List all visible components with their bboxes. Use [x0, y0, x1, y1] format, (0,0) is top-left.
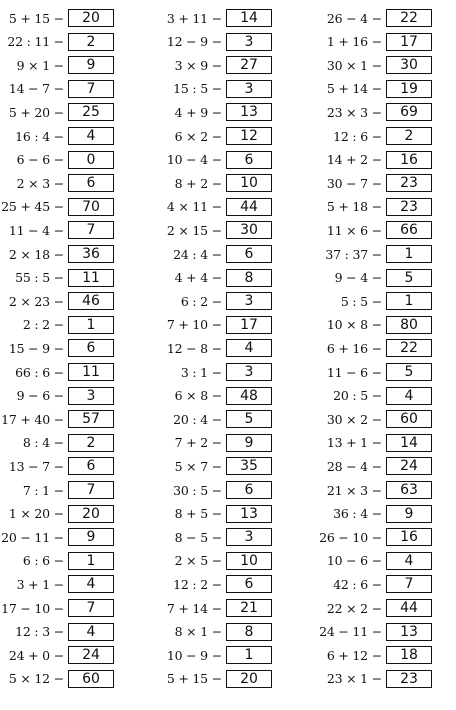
problem-expression: 24 + 0 −: [8, 647, 64, 663]
answer-box: 1: [68, 316, 114, 334]
problem-expression: 1 + 16 −: [326, 34, 382, 50]
answer-box: 6: [226, 245, 272, 263]
problem-row: [0, 268, 114, 288]
problem-row: [0, 315, 114, 335]
answer-box: 20: [68, 505, 114, 523]
problem-row: [318, 338, 432, 358]
answer-box: 13: [386, 623, 432, 641]
problem-expression: 10 − 6 −: [326, 553, 382, 569]
problem-row: [158, 32, 272, 52]
problem-row: [158, 504, 272, 524]
problem-row: [158, 291, 272, 311]
problem-row: [0, 409, 114, 429]
answer-box: 25: [68, 103, 114, 121]
answer-box: 48: [226, 387, 272, 405]
answer-box: 63: [386, 481, 432, 499]
problem-expression: 10 − 9 −: [166, 647, 222, 663]
problem-row: [0, 386, 114, 406]
problem-expression: 5 : 5 −: [340, 293, 382, 309]
problem-row: [318, 173, 432, 193]
problem-row: [158, 338, 272, 358]
problem-expression: 5 × 7 −: [174, 458, 222, 474]
problem-expression: 13 + 1 −: [326, 435, 382, 451]
problem-expression: 5 + 14 −: [326, 81, 382, 97]
problem-expression: 3 : 1 −: [180, 364, 222, 380]
answer-box: 4: [226, 339, 272, 357]
problem-row: [318, 574, 432, 594]
problem-expression: 14 + 2 −: [326, 152, 382, 168]
problem-expression: 2 × 18 −: [8, 246, 64, 262]
problem-row: [0, 79, 114, 99]
answer-box: 13: [226, 103, 272, 121]
problem-expression: 17 − 10 −: [1, 600, 64, 616]
answer-box: 6: [226, 575, 272, 593]
answer-box: 1: [226, 646, 272, 664]
problem-row: [318, 480, 432, 500]
problem-expression: 1 × 20 −: [8, 506, 64, 522]
problem-row: [158, 598, 272, 618]
answer-box: 11: [68, 363, 114, 381]
problem-row: [318, 315, 432, 335]
problem-row: [158, 645, 272, 665]
problem-row: [0, 480, 114, 500]
problem-row: [318, 362, 432, 382]
answer-box: 7: [386, 575, 432, 593]
problem-row: [318, 32, 432, 52]
answer-box: 3: [226, 528, 272, 546]
problem-expression: 30 : 5 −: [173, 482, 222, 498]
problem-row: [0, 669, 114, 689]
answer-box: 24: [68, 646, 114, 664]
answer-box: 3: [226, 80, 272, 98]
problem-expression: 5 × 12 −: [8, 671, 64, 687]
problem-expression: 21 × 3 −: [326, 482, 382, 498]
problem-expression: 11 − 6 −: [326, 364, 382, 380]
problem-row: [318, 268, 432, 288]
problem-row: [318, 433, 432, 453]
answer-box: 16: [386, 528, 432, 546]
problem-expression: 8 × 1 −: [174, 624, 222, 640]
answer-box: 30: [386, 56, 432, 74]
answer-box: 66: [386, 221, 432, 239]
problem-expression: 6 + 16 −: [326, 340, 382, 356]
answer-box: 17: [386, 33, 432, 51]
answer-box: 5: [386, 269, 432, 287]
problem-row: [158, 173, 272, 193]
problem-expression: 55 : 5 −: [15, 270, 64, 286]
problem-expression: 5 + 20 −: [8, 104, 64, 120]
problem-row: [318, 645, 432, 665]
problem-expression: 20 − 11 −: [1, 529, 64, 545]
problem-row: [0, 126, 114, 146]
problem-expression: 11 × 6 −: [326, 222, 382, 238]
problem-expression: 6 : 2 −: [180, 293, 222, 309]
answer-box: 35: [226, 457, 272, 475]
answer-box: 1: [68, 552, 114, 570]
problem-expression: 30 × 2 −: [326, 411, 382, 427]
answer-box: 9: [68, 56, 114, 74]
problem-row: [0, 456, 114, 476]
problem-expression: 2 : 2 −: [22, 317, 64, 333]
answer-box: 3: [226, 292, 272, 310]
problem-expression: 23 × 3 −: [326, 104, 382, 120]
problem-expression: 4 + 9 −: [174, 104, 222, 120]
problem-row: [0, 527, 114, 547]
problem-expression: 2 × 23 −: [8, 293, 64, 309]
problem-row: [158, 362, 272, 382]
problem-row: [158, 8, 272, 28]
problem-row: [0, 102, 114, 122]
problem-row: [0, 291, 114, 311]
answer-box: 7: [68, 80, 114, 98]
problem-expression: 4 + 4 −: [174, 270, 222, 286]
problem-expression: 22 × 2 −: [326, 600, 382, 616]
problem-expression: 7 + 14 −: [166, 600, 222, 616]
problem-expression: 3 + 11 −: [166, 10, 222, 26]
answer-box: 6: [226, 481, 272, 499]
answer-box: 23: [386, 198, 432, 216]
problem-expression: 24 − 11 −: [319, 624, 382, 640]
problem-expression: 5 + 15 −: [8, 10, 64, 26]
answer-box: 1: [386, 245, 432, 263]
problem-row: [158, 102, 272, 122]
problem-expression: 7 : 1 −: [22, 482, 64, 498]
answer-box: 6: [68, 457, 114, 475]
problem-row: [158, 268, 272, 288]
answer-box: 10: [226, 552, 272, 570]
answer-box: 70: [68, 198, 114, 216]
problem-row: [318, 409, 432, 429]
problem-expression: 5 + 18 −: [326, 199, 382, 215]
problem-expression: 23 × 1 −: [326, 671, 382, 687]
problem-expression: 15 : 5 −: [173, 81, 222, 97]
problem-row: [318, 504, 432, 524]
problem-row: [0, 220, 114, 240]
problem-expression: 7 + 2 −: [174, 435, 222, 451]
problem-expression: 12 : 6 −: [333, 128, 382, 144]
answer-box: 3: [226, 363, 272, 381]
problem-expression: 5 + 15 −: [166, 671, 222, 687]
answer-box: 6: [68, 339, 114, 357]
problem-expression: 10 × 8 −: [326, 317, 382, 333]
answer-box: 23: [386, 174, 432, 192]
problem-expression: 3 × 9 −: [174, 57, 222, 73]
problem-expression: 8 + 2 −: [174, 175, 222, 191]
answer-box: 80: [386, 316, 432, 334]
problem-row: [158, 315, 272, 335]
problem-row: [158, 622, 272, 642]
problem-row: [158, 551, 272, 571]
problem-expression: 6 × 8 −: [174, 388, 222, 404]
problem-row: [158, 197, 272, 217]
problem-expression: 7 + 10 −: [166, 317, 222, 333]
problem-expression: 12 − 9 −: [166, 34, 222, 50]
answer-box: 69: [386, 103, 432, 121]
problem-row: [0, 150, 114, 170]
problem-expression: 20 : 4 −: [173, 411, 222, 427]
answer-box: 23: [386, 670, 432, 688]
problem-row: [318, 197, 432, 217]
answer-box: 10: [226, 174, 272, 192]
problem-expression: 30 × 1 −: [326, 57, 382, 73]
problem-expression: 6 − 6 −: [16, 152, 64, 168]
problem-row: [0, 244, 114, 264]
problem-row: [318, 386, 432, 406]
answer-box: 0: [68, 151, 114, 169]
problem-row: [158, 527, 272, 547]
answer-box: 44: [386, 599, 432, 617]
problem-row: [318, 126, 432, 146]
answer-box: 2: [68, 434, 114, 452]
answer-box: 11: [68, 269, 114, 287]
problem-expression: 24 : 4 −: [173, 246, 222, 262]
problem-expression: 2 × 5 −: [174, 553, 222, 569]
answer-box: 46: [68, 292, 114, 310]
answer-box: 9: [386, 505, 432, 523]
answer-box: 22: [386, 339, 432, 357]
problem-row: [158, 480, 272, 500]
answer-box: 4: [386, 552, 432, 570]
problem-expression: 17 + 40 −: [1, 411, 64, 427]
problem-expression: 12 − 8 −: [166, 340, 222, 356]
answer-box: 22: [386, 9, 432, 27]
problem-row: [318, 79, 432, 99]
problem-row: [318, 598, 432, 618]
problem-row: [0, 504, 114, 524]
problem-expression: 8 − 5 −: [174, 529, 222, 545]
answer-box: 27: [226, 56, 272, 74]
problem-expression: 26 − 4 −: [326, 10, 382, 26]
answer-box: 6: [226, 151, 272, 169]
answer-box: 5: [386, 363, 432, 381]
answer-box: 57: [68, 410, 114, 428]
problem-row: [158, 150, 272, 170]
problem-row: [158, 433, 272, 453]
answer-box: 44: [226, 198, 272, 216]
answer-box: 2: [68, 33, 114, 51]
problem-expression: 2 × 15 −: [166, 222, 222, 238]
problem-row: [0, 645, 114, 665]
problem-row: [158, 79, 272, 99]
problem-row: [0, 8, 114, 28]
answer-box: 30: [226, 221, 272, 239]
problem-expression: 37 : 37 −: [325, 246, 382, 262]
problem-expression: 14 − 7 −: [8, 81, 64, 97]
problem-row: [0, 622, 114, 642]
problem-expression: 16 : 4 −: [15, 128, 64, 144]
problem-row: [318, 291, 432, 311]
problem-row: [318, 527, 432, 547]
problem-expression: 26 − 10 −: [319, 529, 382, 545]
answer-box: 16: [386, 151, 432, 169]
problem-row: [0, 551, 114, 571]
problem-expression: 8 + 5 −: [174, 506, 222, 522]
answer-box: 60: [68, 670, 114, 688]
answer-box: 3: [226, 33, 272, 51]
answer-box: 20: [68, 9, 114, 27]
answer-box: 7: [68, 599, 114, 617]
answer-box: 7: [68, 481, 114, 499]
problem-row: [158, 55, 272, 75]
problem-row: [158, 126, 272, 146]
problem-row: [318, 622, 432, 642]
answer-box: 3: [68, 387, 114, 405]
answer-box: 4: [68, 623, 114, 641]
problem-row: [0, 173, 114, 193]
problem-expression: 6 × 2 −: [174, 128, 222, 144]
answer-box: 21: [226, 599, 272, 617]
answer-box: 1: [386, 292, 432, 310]
problem-row: [158, 386, 272, 406]
answer-box: 6: [68, 174, 114, 192]
problem-row: [0, 433, 114, 453]
problem-expression: 3 + 1 −: [16, 576, 64, 592]
answer-box: 20: [226, 670, 272, 688]
problem-expression: 12 : 2 −: [173, 576, 222, 592]
problem-expression: 42 : 6 −: [333, 576, 382, 592]
problem-expression: 13 − 7 −: [8, 458, 64, 474]
problem-expression: 9 × 1 −: [16, 57, 64, 73]
answer-box: 4: [68, 575, 114, 593]
problem-expression: 36 : 4 −: [333, 506, 382, 522]
problem-row: [158, 574, 272, 594]
answer-box: 5: [226, 410, 272, 428]
problem-expression: 12 : 3 −: [15, 624, 64, 640]
problem-row: [0, 362, 114, 382]
answer-box: 8: [226, 623, 272, 641]
problem-expression: 9 − 4 −: [334, 270, 382, 286]
answer-box: 17: [226, 316, 272, 334]
problem-expression: 6 + 12 −: [326, 647, 382, 663]
problem-expression: 4 × 11 −: [166, 199, 222, 215]
problem-row: [0, 574, 114, 594]
answer-box: 7: [68, 221, 114, 239]
problem-expression: 10 − 4 −: [166, 152, 222, 168]
problem-expression: 11 − 4 −: [8, 222, 64, 238]
problem-row: [0, 32, 114, 52]
problem-row: [0, 598, 114, 618]
answer-box: 14: [226, 9, 272, 27]
problem-row: [158, 409, 272, 429]
problem-expression: 6 : 6 −: [22, 553, 64, 569]
problem-row: [0, 197, 114, 217]
problem-row: [158, 220, 272, 240]
answer-box: 12: [226, 127, 272, 145]
problem-row: [158, 456, 272, 476]
problem-expression: 8 : 4 −: [22, 435, 64, 451]
problem-expression: 28 − 4 −: [326, 458, 382, 474]
problem-row: [0, 338, 114, 358]
problem-row: [318, 220, 432, 240]
answer-box: 14: [386, 434, 432, 452]
problem-expression: 15 − 9 −: [8, 340, 64, 356]
problem-row: [318, 551, 432, 571]
problem-row: [318, 55, 432, 75]
problem-row: [318, 456, 432, 476]
answer-box: 24: [386, 457, 432, 475]
problem-row: [318, 150, 432, 170]
answer-box: 8: [226, 269, 272, 287]
answer-box: 4: [386, 387, 432, 405]
answer-box: 60: [386, 410, 432, 428]
problem-expression: 30 − 7 −: [326, 175, 382, 191]
problem-row: [318, 669, 432, 689]
answer-box: 9: [226, 434, 272, 452]
problem-expression: 2 × 3 −: [16, 175, 64, 191]
problem-row: [0, 55, 114, 75]
problem-expression: 66 : 6 −: [15, 364, 64, 380]
problem-expression: 9 − 6 −: [16, 388, 64, 404]
problem-row: [318, 102, 432, 122]
answer-box: 2: [386, 127, 432, 145]
problem-row: [318, 244, 432, 264]
problem-expression: 25 + 45 −: [1, 199, 64, 215]
problem-expression: 20 : 5 −: [333, 388, 382, 404]
answer-box: 18: [386, 646, 432, 664]
problem-row: [318, 8, 432, 28]
problem-row: [158, 244, 272, 264]
answer-box: 4: [68, 127, 114, 145]
problem-row: [158, 669, 272, 689]
answer-box: 13: [226, 505, 272, 523]
answer-box: 36: [68, 245, 114, 263]
problem-expression: 22 : 11 −: [7, 34, 64, 50]
answer-box: 19: [386, 80, 432, 98]
answer-box: 9: [68, 528, 114, 546]
